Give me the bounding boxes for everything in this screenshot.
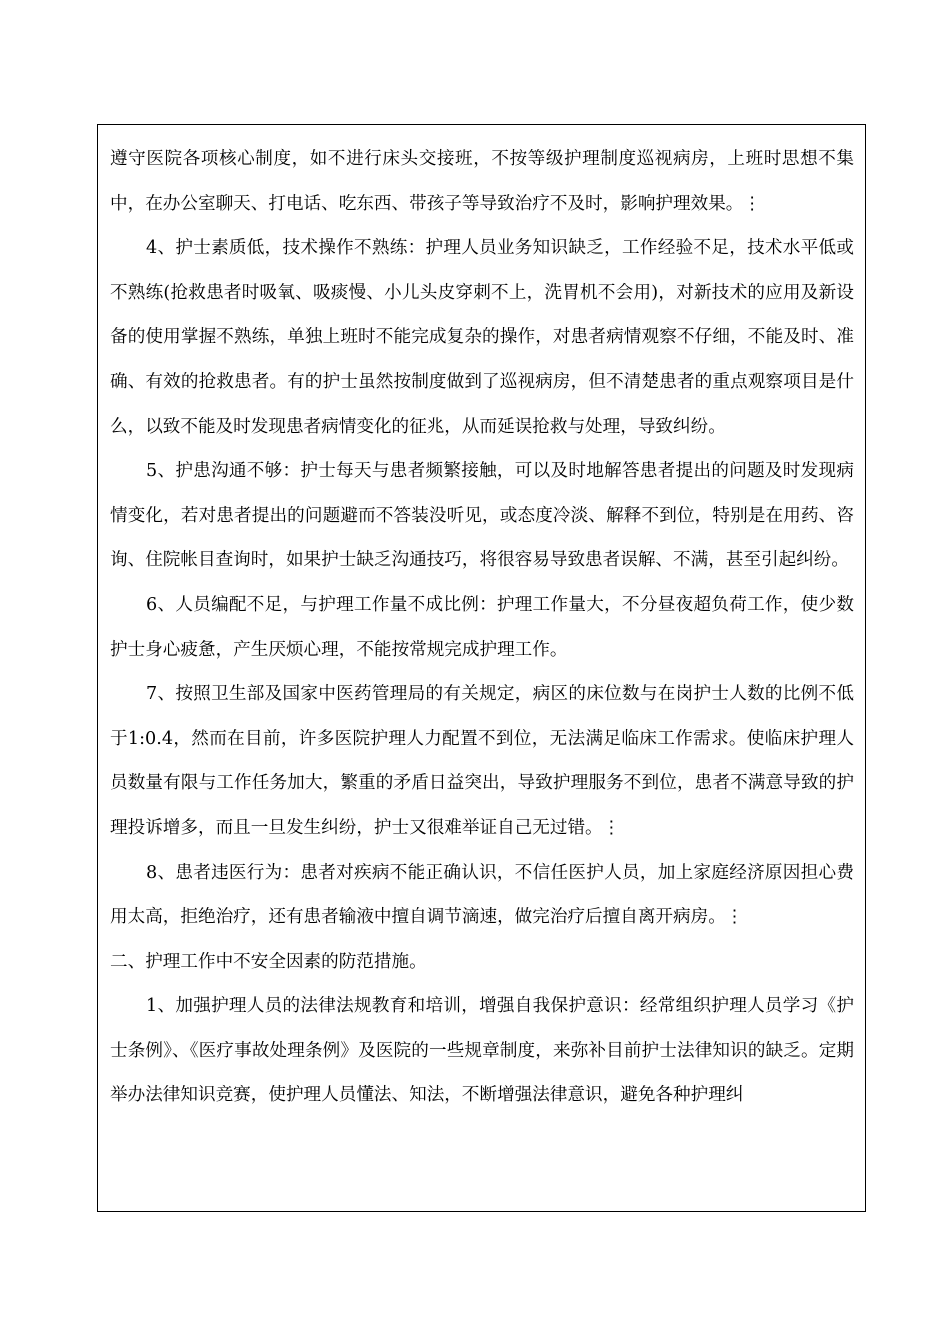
document-body (110, 137, 854, 1118)
paragraph-item-7: 7、按照卫生部及国家中医药管理局的有关规定，病区的床位数与在岗护士人数的比例不低于1:0.4，然而在目前，许多医院护理人力配置不到位，无法满足临床工作需求。使临床护理人员数量有限与工作任务加大，繁重的矛盾日益突出，导致护理服务不到位，患者不满意导致的护理投诉增多，而且一旦发生纠纷，护士又很难举证自己无过错。⋮ (110, 684, 854, 838)
paragraph-measure-1: 1、加强护理人员的法律法规教育和培训，增强自我保护意识：经常组织护理人员学习《护士条例》、《医疗事故处理条例》及医院的一些规章制度，来弥补目前护士法律知识的缺乏。定期举办法律知识竞赛，使护理人员懂法、知法，不断增强法律意识，避免各种护理纠 (110, 996, 854, 1106)
paragraph-item-4: 4、护士素质低，技术操作不熟练：护理人员业务知识缺乏，工作经验不足，技术水平低或不熟练(抢救患者时吸氧、吸痰慢、小儿头皮穿刺不上，洗胃机不会用)，对新技术的应用及新设备的使用掌握不熟练，单独上班时不能完成复杂的操作，对患者病情观察不仔细，不能及时、准确、有效的抢救患者。有的护士虽然按制度做到了巡视病房，但不清楚患者的重点观察项目是什么，以致不能及时发现患者病情变化的征兆，从而延误抢救与处理，导致纠纷。 (110, 238, 854, 437)
paragraph-item-6: 6、人员编配不足，与护理工作量不成比例：护理工作量大，不分昼夜超负荷工作，使少数护士身心疲惫，产生厌烦心理，不能按常规完成护理工作。 (110, 594, 854, 660)
paragraph-continuation: 遵守医院各项核心制度，如不进行床头交接班，不按等级护理制度巡视病房，上班时思想不集中，在办公室聊天、打电话、吃东西、带孩子等导致治疗不及时，影响护理效果。⋮ (110, 149, 854, 214)
document-frame (97, 124, 866, 1212)
paragraph-item-8: 8、患者违医行为：患者对疾病不能正确认识，不信任医护人员，加上家庭经济原因担心费用太高，拒绝治疗，还有患者输液中擅自调节滴速，做完治疗后擅自离开病房。⋮ (110, 862, 854, 928)
section-heading-2: 二、护理工作中不安全因素的防范措施。 (110, 951, 427, 972)
paragraph-item-5: 5、护患沟通不够：护士每天与患者频繁接触，可以及时地解答患者提出的问题及时发现病情变化，若对患者提出的问题避而不答装没听见，或态度冷淡、解释不到位，特别是在用药、咨询、住院帐目查询时，如果护士缺乏沟通技巧，将很容易导致患者误解、不满，甚至引起纠纷。 (110, 461, 854, 571)
